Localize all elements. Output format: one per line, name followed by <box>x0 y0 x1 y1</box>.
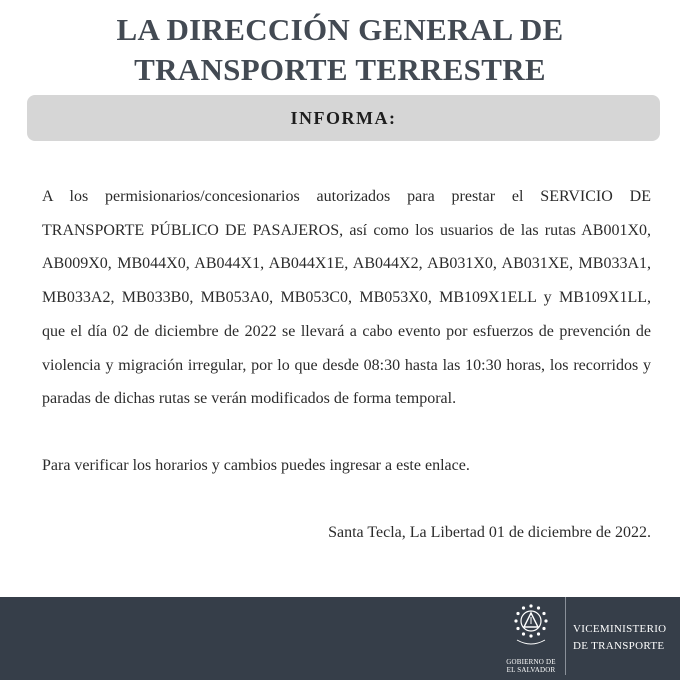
gov-line-2: EL SALVADOR <box>506 666 556 674</box>
gov-line-1: GOBIERNO DE <box>506 658 556 666</box>
schedule-link-text[interactable]: Para verificar los horarios y cambios puedes ingresar a este enlace. <box>42 456 470 474</box>
notice-body <box>42 180 651 549</box>
title-line-1: LA DIRECCIÓN GENERAL DE <box>116 12 564 47</box>
footer-divider <box>565 597 566 675</box>
vice-line-1: VICEMINISTERIO <box>573 623 667 635</box>
coat-of-arms-icon <box>509 602 553 654</box>
gov-wordmark <box>503 658 559 674</box>
footer-bar <box>0 597 680 680</box>
title-line-2: TRANSPORTE TERRESTRE <box>134 52 546 87</box>
notice-paragraph: A los permisionarios/concesionarios autorizados para prestar el SERVICIO DE TRANSPORTE PÚBLICO DE PASAJEROS, así como los usuarios de las rutas AB001X0, AB009X0, MB044X0, AB044X1, AB044X1E, AB044X2, AB031X0, AB031XE, MB033A1, MB033A2, MB033B0, MB053A0, MB053C0, MB053X0, MB109X1ELL y MB109X1LL, que el día 02 de diciembre de 2022 se llevará a cabo evento por esfuerzos de prevención de violencia y migración irregular, por lo que desde 08:30 hasta las 10:30 horas, los recorridos y paradas de dichas rutas se verán modificados de forma temporal. <box>42 188 651 408</box>
informa-banner <box>27 95 660 141</box>
vice-line-2: DE TRANSPORTE <box>573 640 665 652</box>
informa-label: INFORMA: <box>290 108 397 128</box>
vice-ministry-name <box>573 621 666 655</box>
signoff-date: Santa Tecla, La Libertad 01 de diciembre de 2022. <box>328 523 651 541</box>
page-title <box>0 10 680 90</box>
government-logo <box>503 602 559 676</box>
